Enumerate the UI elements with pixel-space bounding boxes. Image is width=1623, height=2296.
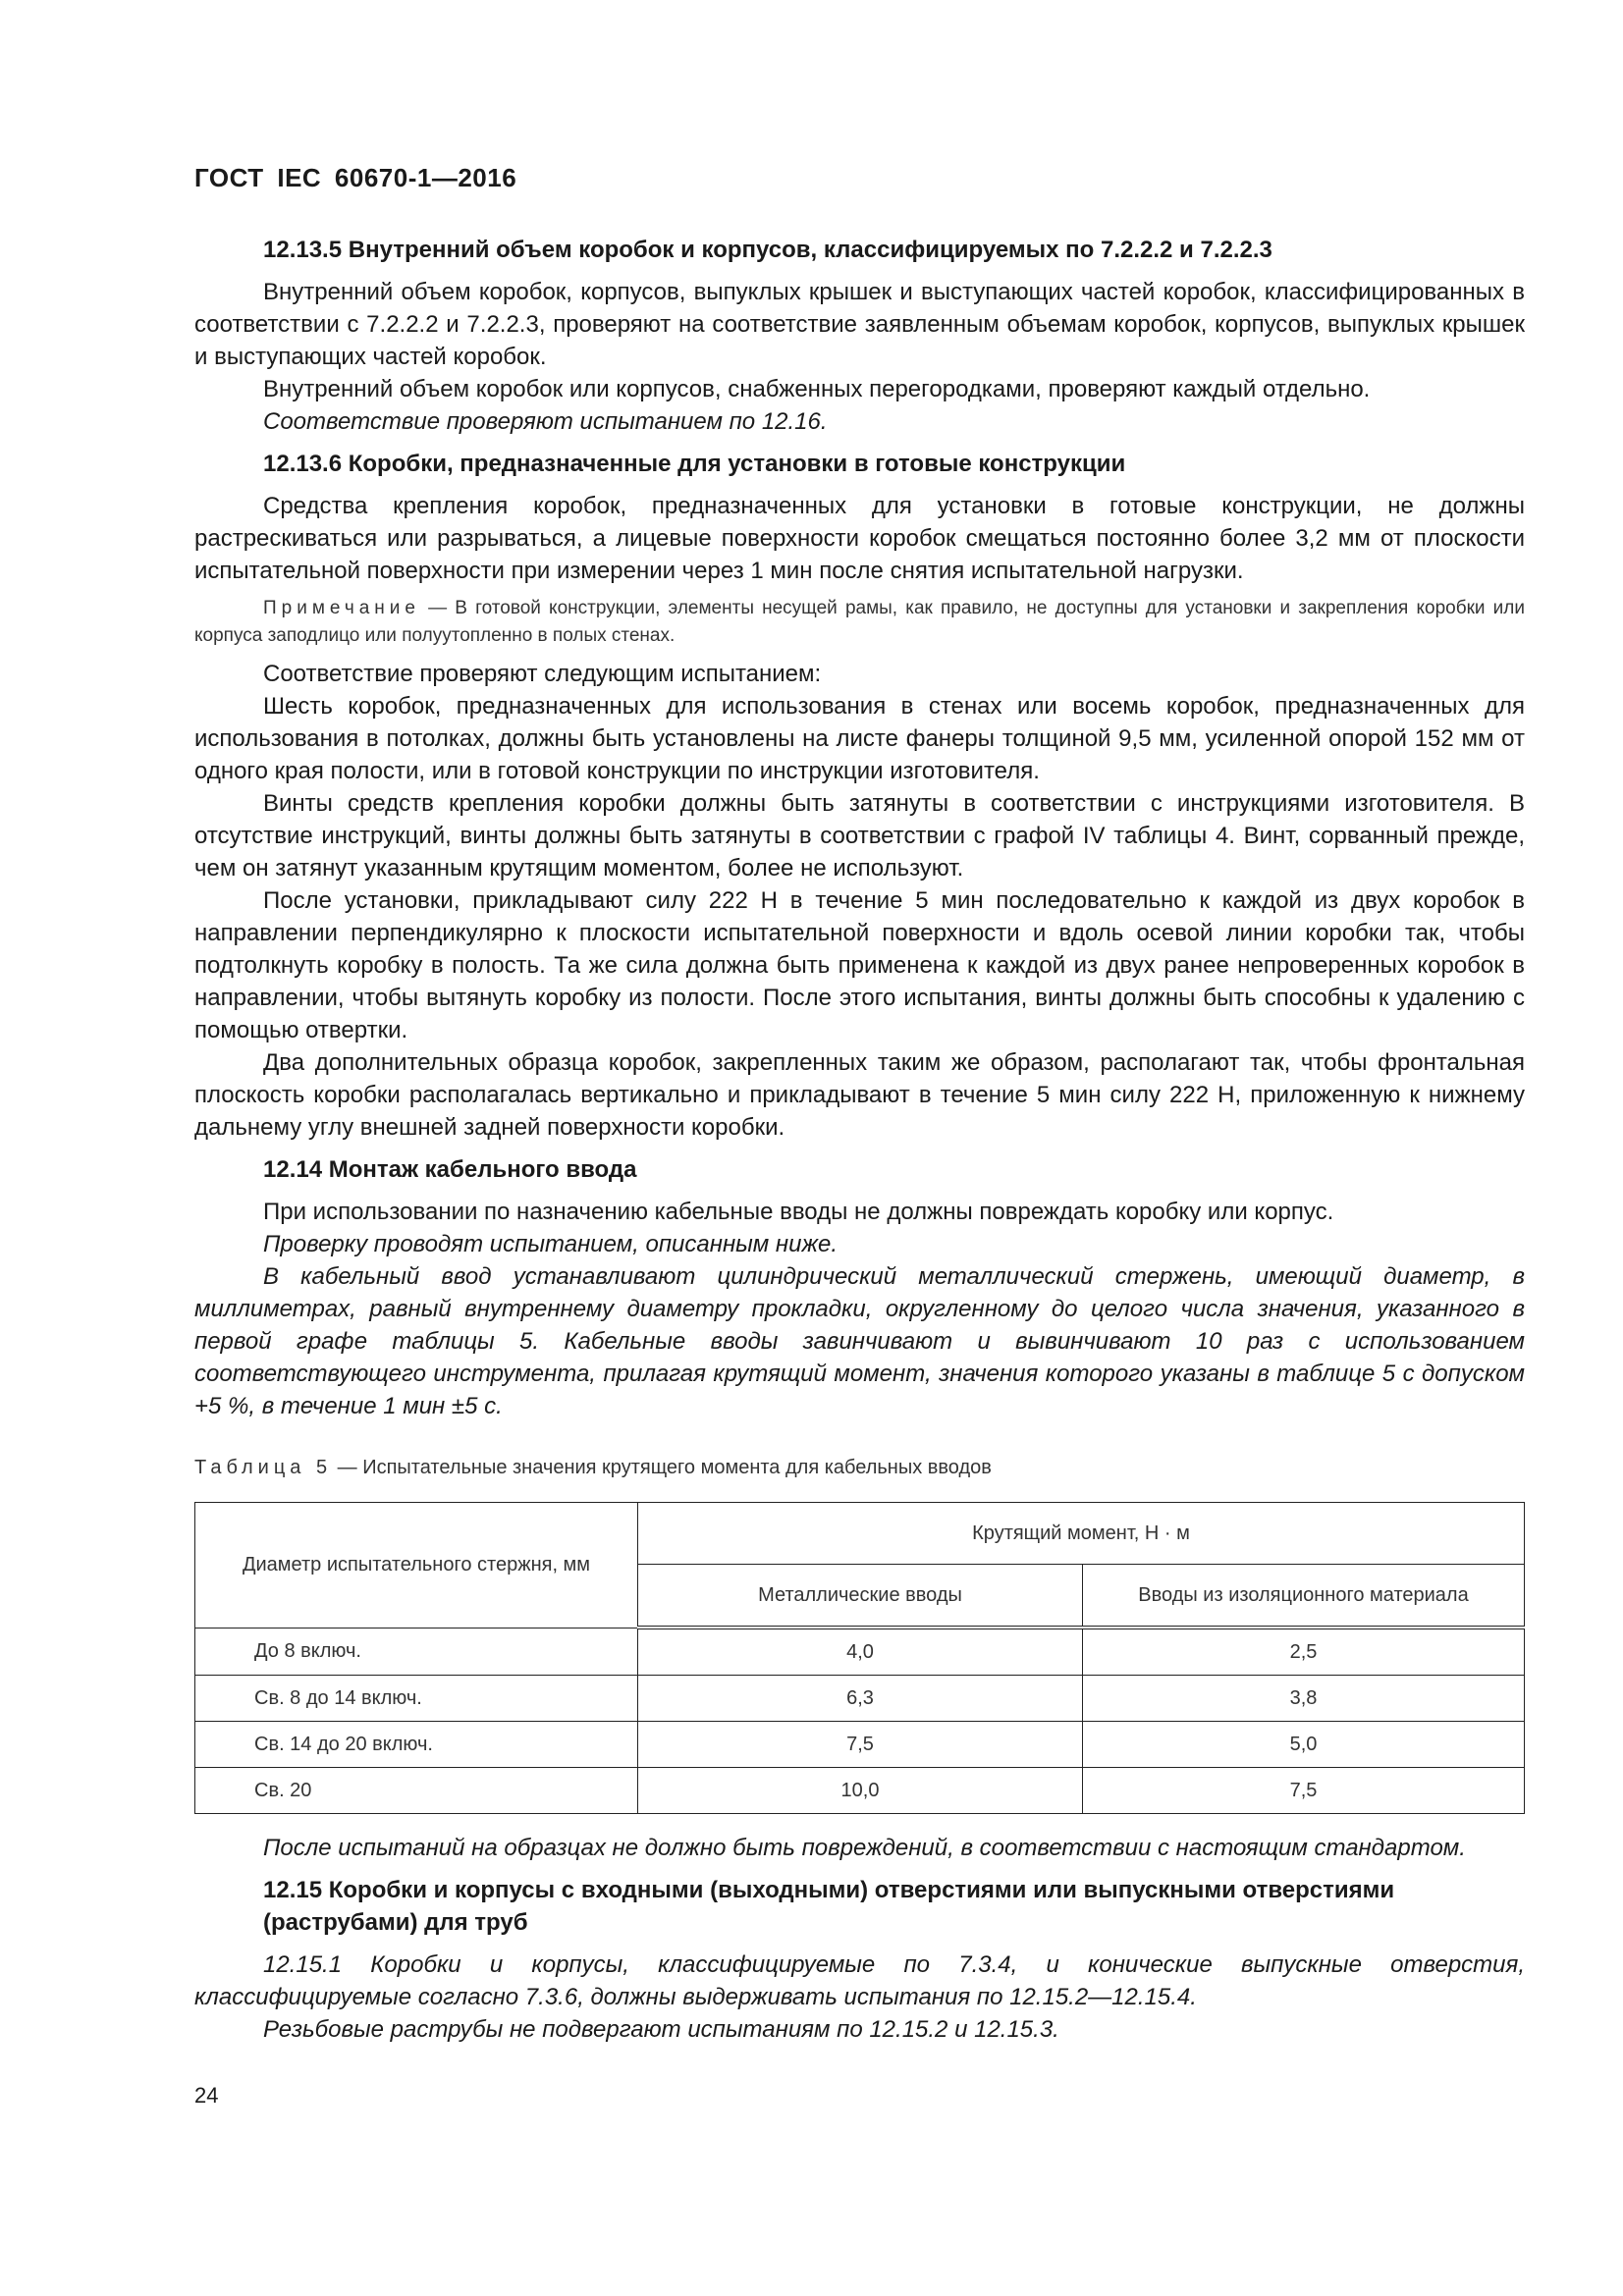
- paragraph: Резьбовые раструбы не подвергают испытаниям по 12.15.2 и 12.15.3.: [263, 2016, 1059, 2043]
- cell-metal: 7,5: [638, 1722, 1083, 1768]
- document-header: ГОСТ IEC 60670-1—2016: [194, 163, 517, 192]
- table-caption: [194, 1452, 1525, 1484]
- header-insulating: Вводы из изоляционного материала: [1083, 1565, 1525, 1629]
- cell-insulating: 5,0: [1083, 1722, 1525, 1768]
- table-row: [195, 1628, 1525, 1676]
- header-diameter: Диаметр испытательного стержня, мм: [195, 1503, 638, 1629]
- paragraph: Внутренний объем коробок или корпусов, снабженных перегородками, проверяют каждый отдельно.: [263, 376, 1371, 402]
- paragraph-test-procedure: В кабельный ввод устанавливают цилиндрический металлический стержень, имеющий диаметр, в миллиметрах, равный внутреннему диаметру прокладки, округленному до целого числа значения, указанного в первой графе таблицы 5. Кабельные вводы завинчивают и вывинчивают 10 раз с использованием соответствующего инструмента, прилагая крутящий момент, значения которого указаны в таблице 5 с допуском +5 %, в течение 1 мин ±5 с.: [194, 1263, 1525, 1419]
- cell-diameter: Св. 14 до 20 включ.: [195, 1722, 638, 1768]
- cell-diameter: Св. 8 до 14 включ.: [195, 1676, 638, 1722]
- paragraph-compliance: Соответствие проверяют испытанием по 12.16.: [263, 408, 828, 435]
- paragraph-12-15-1: 12.15.1 Коробки и корпусы, классифицируемые по 7.3.4, и конические выпускные отверстия, классифицируемые согласно 7.3.6, должны выдерживать испытания по 12.15.2—12.15.4.: [194, 1951, 1525, 2010]
- cell-metal: 6,3: [638, 1676, 1083, 1722]
- table-caption-label: Таблица 5: [194, 1457, 333, 1478]
- cell-metal: 4,0: [638, 1628, 1083, 1676]
- paragraph: Соответствие проверяют следующим испытанием:: [263, 661, 822, 687]
- paragraph: Средства крепления коробок, предназначенных для установки в готовые конструкции, не должны растрескиваться или разрываться, а лицевые поверхности коробок смещаться постоянно более 3,2 мм от плоскости испытательной поверхности при измерении через 1 мин после снятия испытательной нагрузки.: [194, 493, 1525, 584]
- table-row: [195, 1722, 1525, 1768]
- page-content: [194, 234, 1525, 2046]
- table-row: [195, 1676, 1525, 1722]
- paragraph: Винты средств крепления коробки должны быть затянуты в соответствии с инструкциями изготовителя. В отсутствие инструкций, винты должны быть затянуты в соответствии с графой IV таблицы 4. Винт, сорванный прежде, чем он затянут указанным крутящим моментом, более не используют.: [194, 790, 1525, 881]
- paragraph: Два дополнительных образца коробок, закрепленных таким же образом, располагают так, чтобы фронтальная плоскость коробки располагалась вертикально и прикладывают в течение 5 мин силу 222 Н, приложенную к нижнему дальнему углу внешней задней поверхности коробки.: [194, 1049, 1525, 1141]
- section-heading-12-14: 12.14 Монтаж кабельного ввода: [263, 1156, 637, 1183]
- paragraph: При использовании по назначению кабельные вводы не должны повреждать коробку или корпус.: [263, 1199, 1334, 1225]
- note-label: Примечание: [263, 598, 420, 618]
- cell-insulating: 2,5: [1083, 1628, 1525, 1676]
- paragraph-compliance: Проверку проводят испытанием, описанным ниже.: [263, 1231, 839, 1257]
- note-text: — В готовой конструкции, элементы несущей рамы, как правило, не доступны для установки и закрепления коробки или корпуса заподлицо или полуутопленно в полых стенах.: [194, 598, 1525, 646]
- paragraph: Шесть коробок, предназначенных для использования в стенах или восемь коробок, предназначенных для использования в потолках, должны быть установлены на листе фанеры толщиной 9,5 мм, усиленной опорой 152 мм от одного края полости, или в готовой конструкции по инструкции изготовителя.: [194, 693, 1525, 784]
- cell-insulating: 3,8: [1083, 1676, 1525, 1722]
- page-number: 24: [194, 2083, 219, 2108]
- header-torque: Крутящий момент, Н · м: [638, 1503, 1525, 1565]
- header-metal: Металлические вводы: [638, 1565, 1083, 1629]
- cell-diameter: До 8 включ.: [195, 1628, 638, 1676]
- torque-table: [194, 1502, 1525, 1814]
- paragraph: Внутренний объем коробок, корпусов, выпуклых крышек и выступающих частей коробок, классифицированных в соответствии с 7.2.2.2 и 7.2.2.3, проверяют на соответствие заявленным объемам коробок, корпусов, выпуклых крышек и выступающих частей коробок.: [194, 279, 1525, 370]
- cell-insulating: 7,5: [1083, 1768, 1525, 1814]
- paragraph: После установки, прикладывают силу 222 Н в течение 5 мин последовательно к каждой из двух коробок в направлении перпендикулярно к плоскости испытательной поверхности и вдоль осевой линии коробки так, чтобы подтолкнуть коробку в полость. Та же сила должна быть применена к каждой из двух ранее непроверенных коробок в направлении, чтобы вытянуть коробку из полости. После этого испытания, винты должны быть способны к удалению с помощью отвертки.: [194, 887, 1525, 1043]
- table-row: [195, 1768, 1525, 1814]
- section-heading-12-15: 12.15 Коробки и корпусы с входными (выходными) отверстиями или выпускными отверстиями (раструбами) для труб: [263, 1877, 1395, 1936]
- table-caption-text: — Испытательные значения крутящего момента для кабельных вводов: [332, 1457, 992, 1478]
- cell-metal: 10,0: [638, 1768, 1083, 1814]
- note: [194, 595, 1525, 650]
- cell-diameter: Св. 20: [195, 1768, 638, 1814]
- section-heading-12-13-5: 12.13.5 Внутренний объем коробок и корпусов, классифицируемых по 7.2.2.2 и 7.2.2.3: [263, 237, 1272, 263]
- section-heading-12-13-6: 12.13.6 Коробки, предназначенные для установки в готовые конструкции: [263, 451, 1126, 477]
- paragraph-after-table: После испытаний на образцах не должно быть повреждений, в соответствии с настоящим стандартом.: [263, 1835, 1466, 1861]
